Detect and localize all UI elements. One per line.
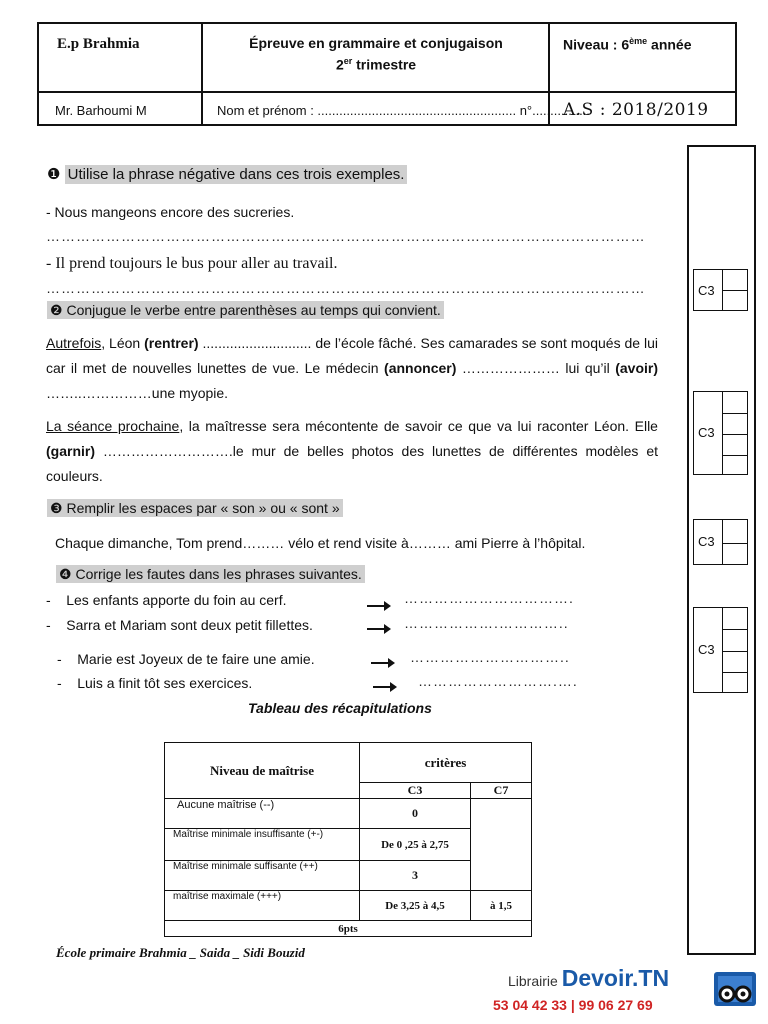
footer-school: École primaire Brahmia _ Saida _ Sidi Bouzid	[56, 945, 305, 960]
number-3-icon: ❸	[50, 500, 63, 516]
table-row: Maîtrise minimale insuffisante (+-) De 0 ,25 à 2,75	[165, 829, 532, 861]
exam-term: 2er trimestre	[335, 56, 417, 73]
number-1-icon: ❶	[47, 166, 61, 183]
recap-table	[164, 742, 532, 937]
criterion-label: C3	[698, 534, 715, 549]
question-4-title: ❹ Corrige les fautes dans les phrases suivantes.	[56, 566, 365, 583]
number-2-icon: ❷	[50, 302, 63, 318]
header-table	[37, 22, 737, 126]
score-box-q3[interactable]	[693, 519, 748, 565]
criterion-label: C3	[698, 425, 715, 440]
q4-answer[interactable]: ……………….…………..	[404, 615, 569, 631]
arrow-right-icon	[367, 605, 389, 607]
question-3-title: ❸ Remplir les espaces par « son » ou « sont »	[47, 500, 343, 517]
q4-answer[interactable]: ……………………….….	[418, 673, 578, 689]
criterion-label: C3	[698, 642, 715, 657]
q4-item: - Les enfants apporte du foin au cerf.	[46, 592, 287, 608]
header-c7: C7	[471, 783, 532, 799]
table-row: Maîtrise minimale suffisante (++) 3	[165, 861, 532, 891]
arrow-right-icon	[373, 686, 395, 688]
q4-item: - Sarra et Mariam sont deux petit fillettes.	[46, 617, 313, 633]
q3-sentence[interactable]: Chaque dimanche, Tom prend……… vélo et rend visite à……… ami Pierre à l’hôpital.	[55, 535, 586, 551]
q4-answer[interactable]: …………………………..	[410, 649, 570, 665]
brand-logo: Librairie Devoir.TN	[508, 965, 670, 991]
q4-item: - Luis a finit tôt ses exercices.	[57, 675, 253, 691]
criteria-sidebar	[687, 145, 756, 955]
header-criteria: critères	[360, 743, 532, 783]
number-4-icon: ❹	[59, 566, 72, 582]
student-name-field[interactable]: Nom et prénom : ....................................................... n°................	[217, 103, 590, 118]
q1-answer-line-2[interactable]: …………………………………………………………………………………………...……………	[46, 280, 646, 296]
header-divider	[39, 91, 735, 93]
q1-sentence-2: - Il prend toujours le bus pour aller au travail.	[46, 255, 338, 272]
score-box-q1[interactable]	[693, 269, 748, 311]
header-level: Niveau de maîtrise	[165, 743, 360, 799]
arrow-right-icon	[367, 628, 389, 630]
question-1-title: ❶ Utilise la phrase négative dans ces trois exemples.	[47, 165, 407, 183]
school-name: E.p Brahmia	[57, 36, 140, 52]
recap-title: Tableau des récapitulations	[248, 700, 432, 716]
exam-title-line1: Épreuve en grammaire et conjugaison	[249, 35, 503, 51]
grade-level: Niveau : 6ème année	[563, 36, 692, 53]
header-divider	[201, 24, 203, 124]
q4-item: - Marie est Joyeux de te faire une amie.	[57, 651, 315, 667]
exam-title	[204, 34, 548, 74]
q2-paragraph-1: Autrefois, Léon (rentrer) ............................ de l’école fâché. Ses camarades se sont moqués de lui car il met de nouvelles lunettes de vue. Le médecin (annoncer) ………………… lui qu’il (avoir) ……..……………une myopie.	[46, 335, 658, 401]
q1-answer-line-1[interactable]: …………………………………………………………………………………………...……………	[46, 228, 646, 244]
q2-paragraph-2: La séance prochaine, la maîtresse sera mécontente de savoir ce que va lui raconter Léon. Elle (garnir) ……………………….le mur de belles photos des lunettes de différentes modèles et couleurs.	[46, 418, 658, 484]
header-c3: C3	[360, 783, 471, 799]
table-row: maîtrise maximale (+++) De 3,25 à 4,5 à 1,5	[165, 891, 532, 921]
q4-answer[interactable]: …………………………….	[404, 590, 574, 606]
arrow-right-icon	[371, 662, 393, 664]
table-row: Aucune maîtrise (--) 0	[165, 799, 532, 829]
school-year: A.S : 2018/2019	[563, 100, 709, 120]
criterion-label: C3	[698, 283, 715, 298]
brand-phones: 53 04 42 33 | 99 06 27 69	[493, 997, 653, 1013]
score-box-q2[interactable]	[693, 391, 748, 475]
teacher-name: Mr. Barhoumi M	[55, 103, 147, 118]
q1-sentence-1: - Nous mangeons encore des sucreries.	[46, 204, 295, 220]
question-2-title: ❷ Conjugue le verbe entre parenthèses au temps qui convient.	[47, 302, 444, 319]
score-box-q4[interactable]	[693, 607, 748, 693]
book-glasses-icon	[710, 966, 760, 1016]
table-total-row: 6pts	[165, 921, 532, 937]
